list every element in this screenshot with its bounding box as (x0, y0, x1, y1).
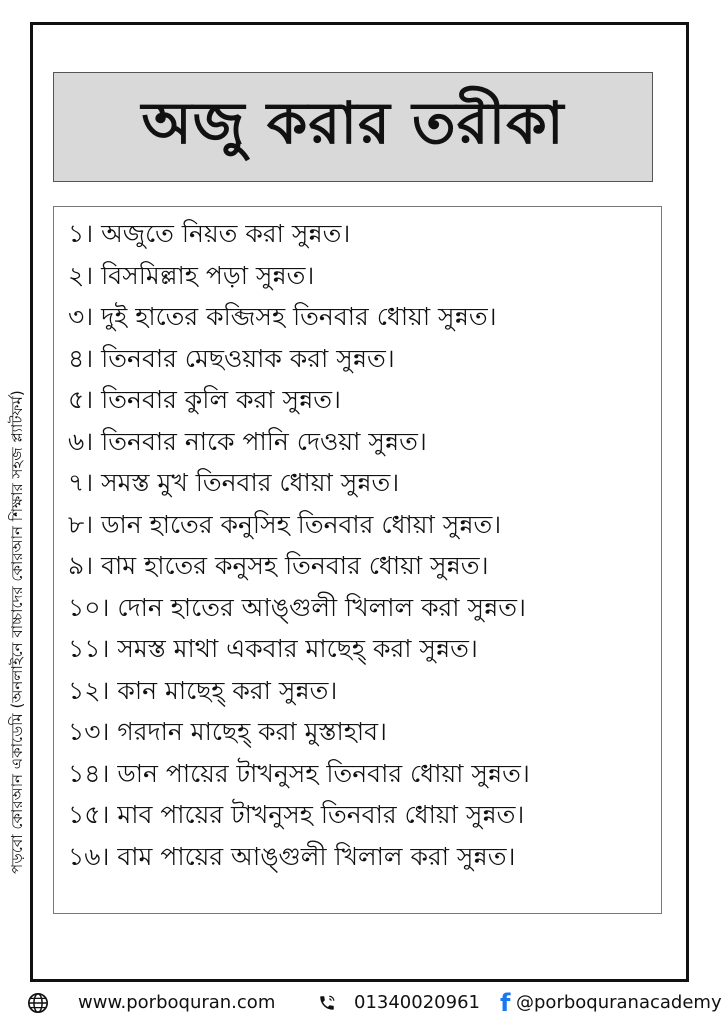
list-item: ২। বিসমিল্লাহ পড়া সুন্নত। (68, 260, 315, 290)
facebook-handle[interactable]: @porboquranacademy (516, 992, 722, 1013)
list-item: ১৩। গরদান মাছেহ্ করা মুস্তাহাব। (68, 717, 387, 746)
list-item: ১০। দোন হাতের আঙ্গুলী খিলাল করা সুন্নত। (68, 592, 526, 622)
rules-list (53, 206, 662, 914)
phone-number[interactable]: 01340020961 (354, 992, 480, 1013)
list-item: ৪। তিনবার মেছওয়াক করা সুন্নত। (68, 343, 395, 373)
list-item: ৯। বাম হাতের কনুসহ তিনবার ধোয়া সুন্নত। (68, 551, 489, 580)
list-item: ১৪। ডান পায়ের টাখনুসহ তিনবার ধোয়া সুন্নত। (68, 758, 530, 788)
list-item: ১২। কান মাছেহ্ করা সুন্নত। (68, 675, 338, 705)
list-item: ১৬। বাম পায়ের আঙ্গুলী খিলাল করা সুন্নত। (68, 841, 516, 871)
list-item: ৩। দুই হাতের কব্জিসহ তিনবার ধোয়া সুন্নত। (68, 302, 497, 331)
list-item: ১৫। মাব পায়ের টাখনুসহ তিনবার ধোয়া সুন্নত। (68, 800, 525, 829)
phone-icon (318, 994, 336, 1012)
list-item: ৭। সমস্ত মুখ তিনবার ধোয়া সুন্নত। (68, 468, 400, 497)
list-item: ১। অজুতে নিয়ত করা সুন্নত। (68, 219, 351, 248)
page-title: অজু করার তরীকা (141, 88, 565, 157)
website-link[interactable]: www.porboquran.com (78, 992, 276, 1013)
list-item: ৮। ডান হাতের কনুসিহ তিনবার ধোয়া সুন্নত। (68, 509, 502, 539)
list-item: ১১। সমস্ত মাথা একবার মাছেহ্ করা সুন্নত। (68, 634, 478, 663)
list-item: ৫। তিনবার কুলি করা সুন্নত। (68, 385, 341, 414)
facebook-icon: f (500, 989, 511, 1017)
side-caption: পড়বো কোরআন একাডেমি (অনলাইনে বাচ্চাদের কোরআন শিক্ষার সহজ প্ল্যাটফর্ম) (8, 390, 26, 874)
footer (0, 986, 724, 1020)
title-banner (53, 72, 653, 182)
globe-icon (27, 992, 49, 1014)
list-item: ৬। তিনবার নাকে পানি দেওয়া সুন্নত। (68, 426, 427, 456)
